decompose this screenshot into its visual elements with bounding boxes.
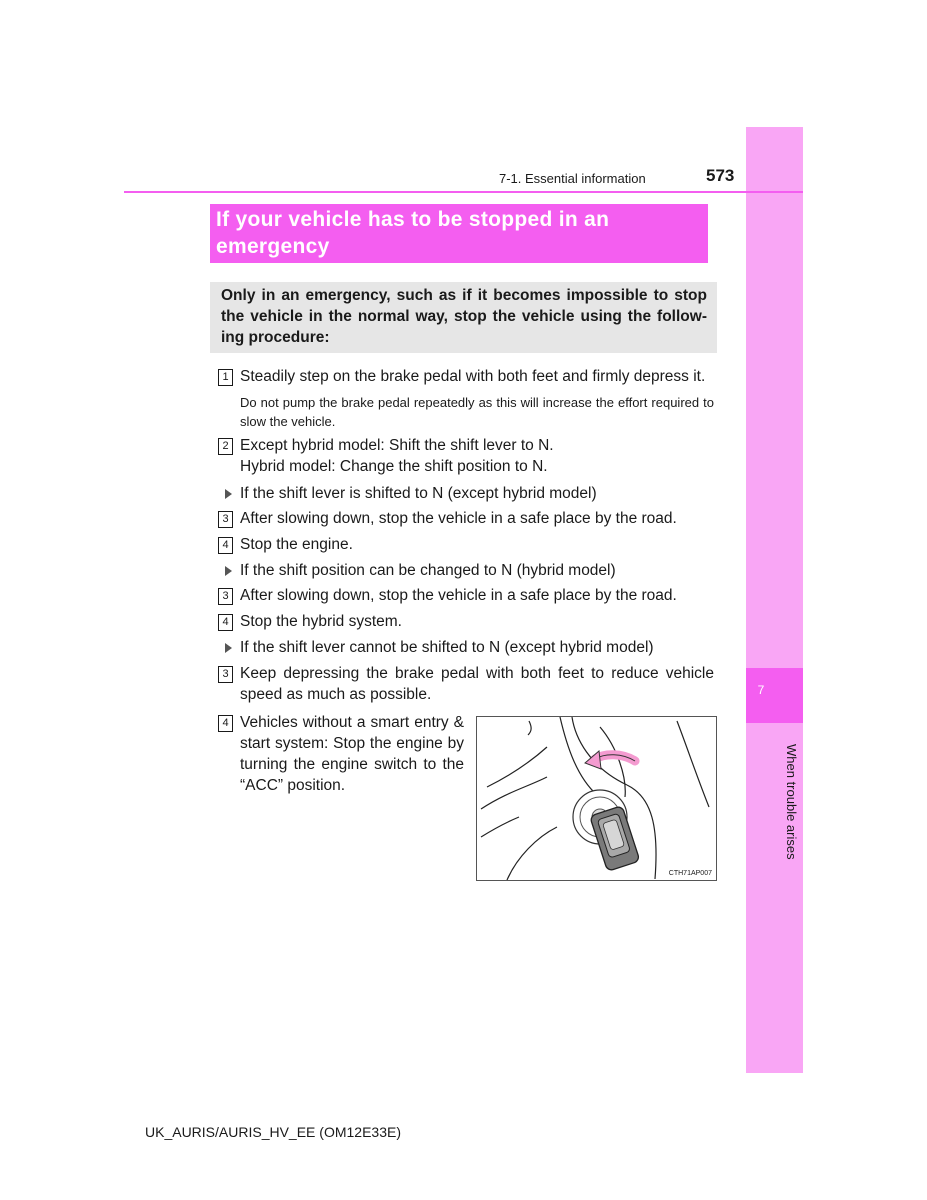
step-number-box: 3 (218, 511, 233, 528)
step-text: Keep depressing the brake pedal with both feet to reduce vehicle speed as much as possible. (240, 665, 714, 703)
page-title: If your vehicle has to be stopped in an emergency (210, 204, 708, 263)
step-text: Except hybrid model: Shift the shift lever to N. (240, 437, 554, 454)
step-text: After slowing down, stop the vehicle in a safe place by the road. (240, 587, 677, 604)
step-note: Do not pump the brake pedal repeatedly as this will increase the effort required to slow the vehicle. (240, 395, 714, 429)
step-text: Hybrid model: Change the shift position to N. (240, 458, 548, 475)
condition-arrow-icon (225, 643, 232, 653)
condition-text: If the shift lever cannot be shifted to N (except hybrid model) (240, 639, 654, 656)
document-footer: UK_AURIS/AURIS_HV_EE (OM12E33E) (145, 1124, 401, 1140)
step-number-box: 4 (218, 715, 233, 732)
step-number-box: 4 (218, 614, 233, 631)
step-number-box: 3 (218, 666, 233, 683)
header-divider (124, 191, 803, 193)
step-text: Vehicles without a smart entry & start system: Stop the engine by turning the engine switch to the “ACC” position. (240, 714, 464, 794)
condition-arrow-icon (225, 489, 232, 499)
chapter-side-tab (746, 127, 803, 1073)
ignition-key-turn-illustration (477, 717, 716, 880)
step-number-box: 1 (218, 369, 233, 386)
condition-arrow-icon (225, 566, 232, 576)
ignition-key-illustration (476, 716, 717, 881)
condition-text: If the shift lever is shifted to N (except hybrid model) (240, 485, 597, 502)
condition-text: If the shift position can be changed to N (hybrid model) (240, 562, 616, 579)
step-number-box: 3 (218, 588, 233, 605)
chapter-label: When trouble arises (784, 744, 799, 860)
section-heading: 7-1. Essential information (499, 171, 646, 186)
step-text: Stop the engine. (240, 536, 353, 553)
step-number-box: 2 (218, 438, 233, 455)
page-number: 573 (706, 166, 735, 185)
step-text: After slowing down, stop the vehicle in a safe place by the road. (240, 510, 677, 527)
intro-text: Only in an emergency, such as if it becomes impossible to stop the vehicle in the normal way, stop the vehicle using the follow-ing procedure: (210, 282, 717, 353)
illustration-code: CTH71AP007 (668, 870, 712, 877)
step-text: Stop the hybrid system. (240, 613, 402, 630)
chapter-number: 7 (757, 683, 765, 697)
step-text: Steadily step on the brake pedal with both feet and firmly depress it. (240, 368, 706, 385)
step-number-box: 4 (218, 537, 233, 554)
